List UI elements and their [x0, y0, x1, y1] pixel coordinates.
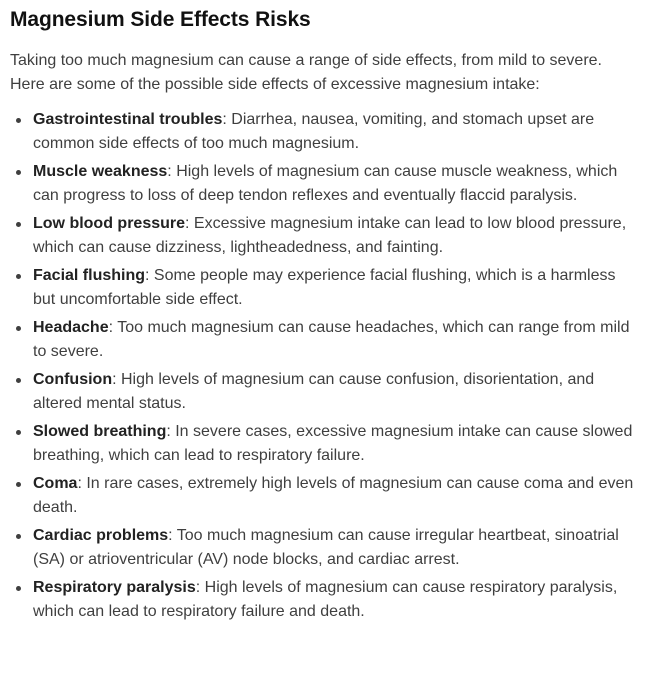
list-item-term: Headache	[33, 319, 109, 336]
list-item-muscle-weakness	[33, 160, 640, 208]
list-item-description: : Too much magnesium can cause headaches, which can range from mild to severe.	[33, 319, 630, 360]
list-item-term: Confusion	[33, 371, 113, 388]
list-item-description: : Diarrhea, nausea, vomiting, and stomach upset are common side effects of too much magnesium.	[33, 111, 595, 152]
list-item-term: Coma	[33, 475, 78, 492]
list-item-term: Facial flushing	[33, 267, 146, 284]
list-item-description: : In rare cases, extremely high levels of magnesium can cause coma and even death.	[33, 475, 634, 516]
list-item-slowed-breathing	[33, 420, 640, 468]
list-item-description: : High levels of magnesium can cause muscle weakness, which can progress to loss of deep tendon reflexes and eventually flaccid paralysis.	[33, 163, 618, 204]
list-item-term: Cardiac problems	[33, 527, 169, 544]
list-item-respiratory-paralysis	[33, 576, 640, 624]
intro-paragraph: Taking too much magnesium can cause a range of side effects, from mild to severe. Here are some of the possible side effects of excessive magnesium intake:	[10, 52, 602, 93]
list-item-coma	[33, 472, 640, 520]
side-effects-list	[10, 108, 640, 624]
list-item-facial-flushing	[33, 264, 640, 312]
list-item-description: : In severe cases, excessive magnesium intake can cause slowed breathing, which can lead to respiratory failure.	[33, 423, 633, 464]
list-item-headache	[33, 316, 640, 364]
list-item-term: Muscle weakness	[33, 163, 168, 180]
list-item-confusion	[33, 368, 640, 416]
list-item-description: : High levels of magnesium can cause confusion, disorientation, and altered mental status.	[33, 371, 595, 412]
list-item-description: : Too much magnesium can cause irregular heartbeat, sinoatrial (SA) or atrioventricular (AV) node blocks, and cardiac arrest.	[33, 527, 619, 568]
list-item-term: Slowed breathing	[33, 423, 167, 440]
list-item-description: : Excessive magnesium intake can lead to low blood pressure, which can cause dizziness, lightheadedness, and fainting.	[33, 215, 627, 256]
list-item-term: Low blood pressure	[33, 215, 186, 232]
section-heading: Magnesium Side Effects Risks	[10, 8, 311, 31]
list-item-term: Respiratory paralysis	[33, 579, 196, 596]
list-item-description: : Some people may experience facial flushing, which is a harmless but uncomfortable side effect.	[33, 267, 616, 308]
list-item-description: : High levels of magnesium can cause respiratory paralysis, which can lead to respiratory failure and death.	[33, 579, 618, 620]
list-item-cardiac-problems	[33, 524, 640, 572]
list-item-low-blood-pressure	[33, 212, 640, 260]
list-item-gastrointestinal	[33, 108, 640, 156]
list-item-term: Gastrointestinal troubles	[33, 111, 223, 128]
